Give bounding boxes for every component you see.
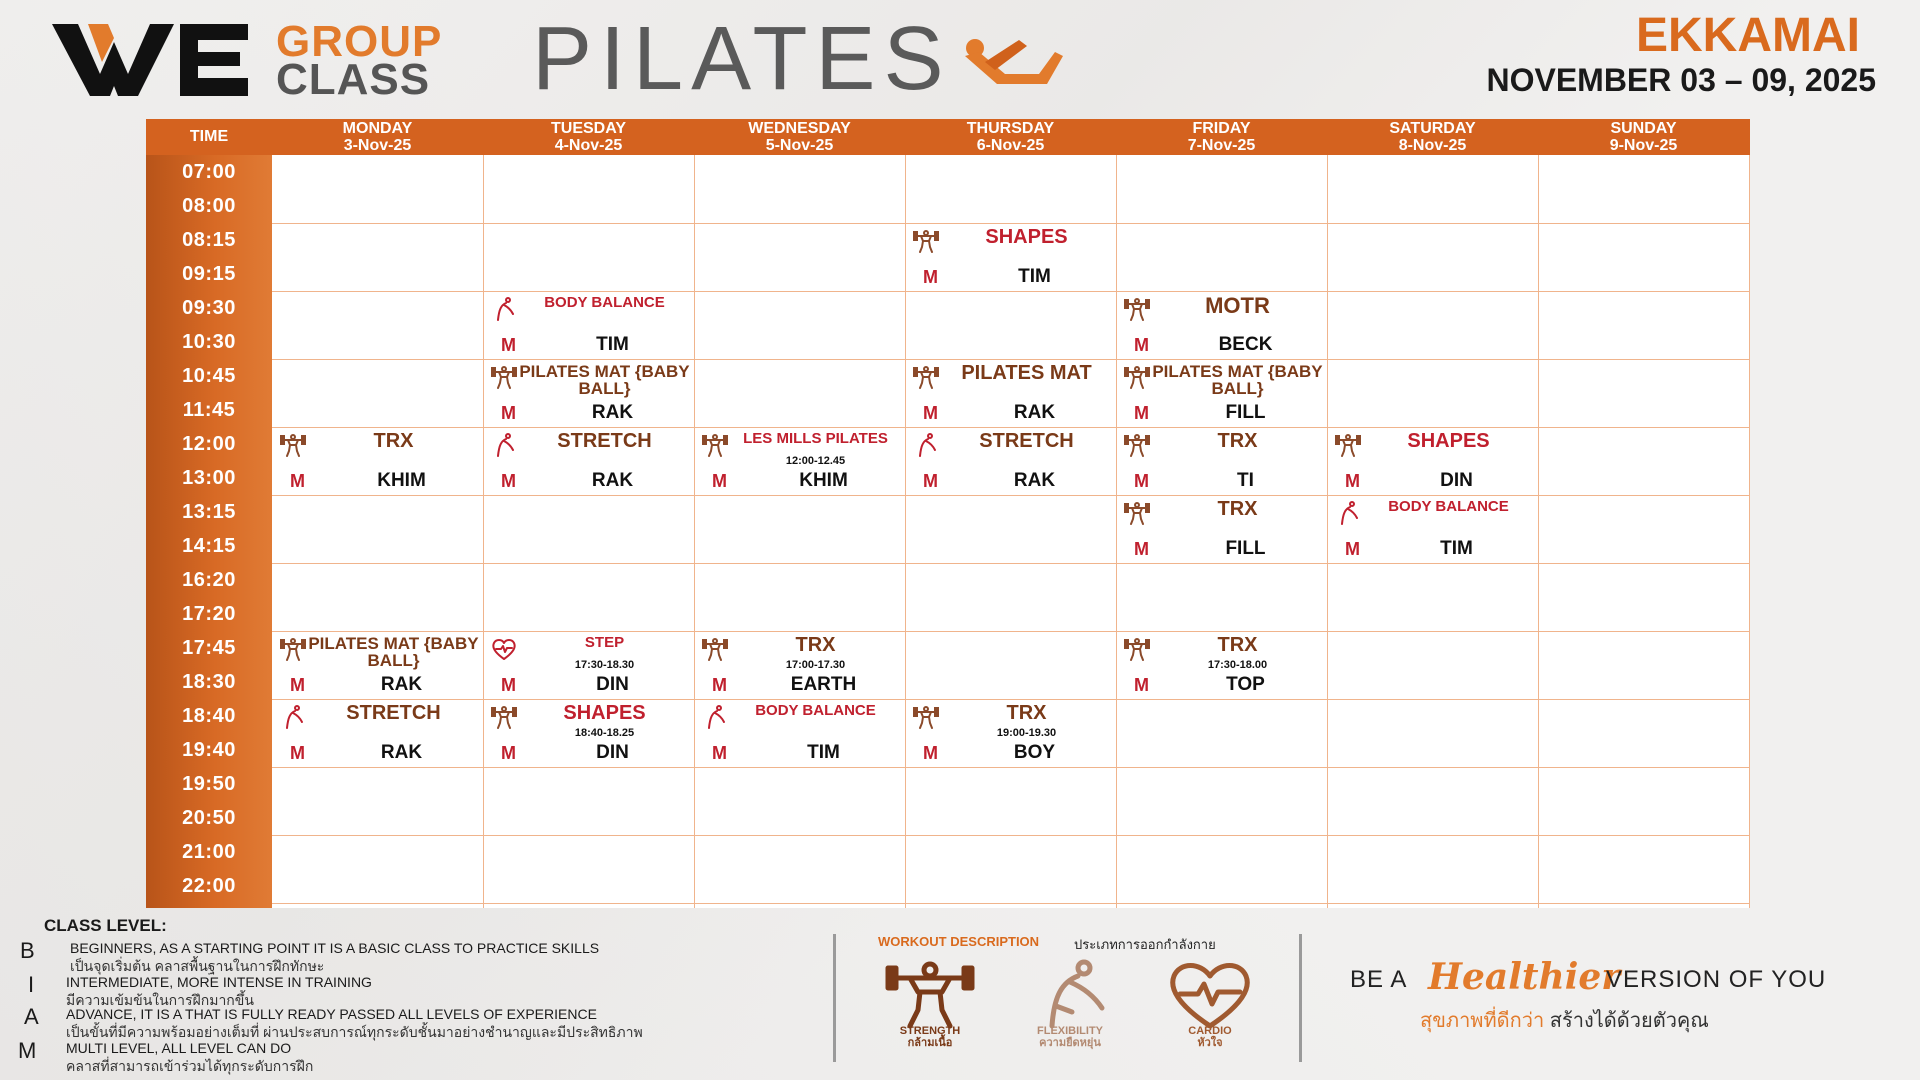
slot-start: 17:45 [182, 637, 236, 659]
class-name: PILATES MAT [961, 362, 1092, 384]
instructor-name: BOY [1013, 742, 1056, 763]
level-description-th: เป็นขั้นที่มีความพร้อมอย่างเต็มที่ ผ่านประสบการณ์ทุกระดับชั้นมาอย่างชำนาญและมีประสิทธิภาพ [66, 1024, 643, 1040]
day-date: 8-Nov-25 [1398, 137, 1467, 154]
level-description-th: เป็นจุดเริ่มต้น คลาสพื้นฐานในการฝึกทักษะ [70, 958, 325, 974]
row-divider [272, 767, 1750, 768]
day-name: FRIDAY [1192, 120, 1251, 137]
column-divider [1749, 155, 1750, 908]
class-cell[interactable] [483, 359, 694, 427]
slot-start: 07:00 [182, 161, 236, 183]
slot-end: 10:30 [182, 331, 236, 353]
level-description: ADVANCE, IT IS A THAT IS FULLY READY PASSED ALL LEVELS OF EXPERIENCE [66, 1006, 597, 1022]
instructor-name: TI [1237, 470, 1254, 491]
class-cell[interactable] [905, 427, 1116, 495]
day-header [694, 119, 905, 155]
day-name: TUESDAY [551, 120, 626, 137]
day-date: 6-Nov-25 [976, 137, 1045, 154]
instructor-name: TOP [1226, 674, 1265, 695]
class-name: TRX [1217, 430, 1258, 452]
strength-icon [913, 229, 939, 253]
level-description-th: คลาสที่สามารถเข้าร่วมได้ทุกระดับการฝึก [66, 1058, 314, 1074]
workout-label-th: หัวใจ [1197, 1036, 1223, 1049]
tagline-th-rest: สร้างได้ด้วยตัวคุณ [1544, 1010, 1709, 1032]
strength-icon [1124, 297, 1150, 321]
class-time-note: 12:00-12.45 [785, 455, 846, 467]
class-name: LES MILLS PILATES [743, 430, 888, 447]
instructor-name: TIM [1440, 538, 1473, 559]
strength-icon [1124, 433, 1150, 457]
class-cell[interactable] [483, 631, 694, 699]
tagline-th-highlight: สุขภาพที่ดีกว่า [1420, 1010, 1545, 1032]
week-range: NOVEMBER 03 – 09, 2025 [1486, 62, 1876, 98]
instructor-name: FILL [1225, 538, 1266, 559]
class-cell[interactable] [272, 631, 483, 699]
class-level: M [1134, 539, 1149, 559]
strength-icon [884, 956, 976, 1032]
time-slot [146, 563, 272, 631]
class-cell[interactable] [1116, 359, 1327, 427]
flexibility-icon [1335, 501, 1361, 525]
level-letter: A [24, 1004, 39, 1029]
workout-label-th: กล้ามเนื้อ [907, 1036, 953, 1049]
class-level: M [290, 471, 305, 491]
class-cell[interactable] [1116, 631, 1327, 699]
divider [833, 934, 836, 1062]
class-level: M [290, 675, 305, 695]
strength-icon [1124, 365, 1150, 389]
slot-start: 16:20 [182, 569, 236, 591]
workout-description-title: WORKOUT DESCRIPTION [878, 934, 1040, 949]
time-slot [146, 291, 272, 359]
slot-start: 13:15 [182, 501, 236, 523]
branch-name: EKKAMAI [1636, 9, 1860, 62]
class-cell[interactable] [1116, 427, 1327, 495]
strength-icon [280, 433, 306, 457]
class-cell[interactable] [905, 359, 1116, 427]
column-divider [1538, 155, 1539, 908]
strength-icon [491, 365, 517, 389]
slot-start: 09:30 [182, 297, 236, 319]
strength-icon [1124, 637, 1150, 661]
slot-start: 19:50 [182, 773, 236, 795]
day-date: 5-Nov-25 [765, 137, 834, 154]
class-cell[interactable] [694, 631, 905, 699]
instructor-name: KHIM [377, 470, 426, 491]
level-description-th: มีความเข้มข้นในการฝึกมากขึ้น [66, 992, 254, 1008]
class-time-note: 17:00-17.30 [785, 659, 846, 671]
level-letter: M [18, 1038, 37, 1063]
slot-start: 18:40 [182, 705, 236, 727]
instructor-name: KHIM [799, 470, 848, 491]
workout-label: CARDIO [1188, 1025, 1232, 1037]
strength-icon [280, 637, 306, 661]
tagline-suffix: VERSION OF YOU [1606, 966, 1827, 993]
slot-end: 22:00 [182, 875, 236, 897]
day-date: 4-Nov-25 [554, 137, 623, 154]
class-level: M [501, 471, 516, 491]
class-name: SHAPES [563, 702, 646, 724]
class-level: M [501, 403, 516, 423]
workout-label-th: ความยืดหยุ่น [1039, 1036, 1101, 1049]
class-cell[interactable] [483, 699, 694, 767]
strength-icon [491, 705, 517, 729]
class-cell[interactable] [1116, 291, 1327, 359]
day-header [483, 119, 694, 155]
level-description: MULTI LEVEL, ALL LEVEL CAN DO [66, 1040, 292, 1056]
class-name: TRX [1217, 634, 1258, 656]
instructor-name: RAK [591, 402, 634, 423]
class-name: TRX [373, 430, 414, 452]
slot-start: 21:00 [182, 841, 236, 863]
level-description: INTERMEDIATE, MORE INTENSE IN TRAINING [66, 974, 372, 990]
time-slot [146, 767, 272, 835]
pilates-figure-icon [935, 26, 1075, 98]
time-slot [146, 427, 272, 495]
slot-end: 09:15 [182, 263, 236, 285]
slot-start: 12:00 [182, 433, 236, 455]
class-name: TRX [1006, 702, 1047, 724]
instructor-name: BECK [1218, 334, 1273, 355]
slot-end: 11:45 [182, 399, 236, 421]
time-header: TIME [189, 128, 229, 145]
day-date: 3-Nov-25 [343, 137, 412, 154]
tagline-th [1420, 1004, 1709, 1036]
instructor-name: DIN [1440, 470, 1473, 491]
workout-label: STRENGTH [899, 1025, 961, 1037]
day-header [1116, 119, 1327, 155]
day-date: 9-Nov-25 [1609, 137, 1678, 154]
day-header [1538, 119, 1749, 155]
class-level: M [923, 471, 938, 491]
class-name: STRETCH [979, 430, 1074, 452]
flexibility-icon [702, 705, 728, 729]
class-name: BODY BALANCE [1388, 498, 1509, 515]
day-name: WEDNESDAY [748, 120, 851, 137]
class-cell[interactable] [483, 291, 694, 359]
strength-icon [1335, 433, 1361, 457]
class-level: M [290, 743, 305, 763]
class-level: M [1345, 539, 1360, 559]
flexibility-icon [1024, 956, 1116, 1032]
class-cell[interactable] [272, 427, 483, 495]
time-slot [146, 699, 272, 767]
strength-icon [913, 705, 939, 729]
page-title: PILATES [532, 9, 952, 109]
class-level: M [712, 471, 727, 491]
class-name: MOTR [1205, 293, 1270, 318]
strength-icon [913, 365, 939, 389]
instructor-name: TIM [807, 742, 840, 763]
flexibility-icon [913, 433, 939, 457]
cardio-icon [1164, 956, 1256, 1032]
day-header [272, 119, 483, 155]
time-slot [146, 223, 272, 291]
class-name: PILATES MAT {BABY BALL} [519, 362, 690, 398]
class-name: STEP [584, 634, 625, 651]
slot-end: 20:50 [182, 807, 236, 829]
divider [1299, 934, 1302, 1062]
cardio-icon [491, 637, 517, 661]
instructor-name: TIM [1018, 266, 1051, 287]
instructor-name: RAK [380, 674, 423, 695]
column-divider [483, 155, 484, 908]
slot-end: 14:15 [182, 535, 236, 557]
class-level: M [1134, 675, 1149, 695]
class-level: M [501, 675, 516, 695]
class-label: CLASS [276, 55, 431, 104]
flexibility-icon [491, 433, 517, 457]
flexibility-icon [491, 297, 517, 321]
class-name: SHAPES [985, 226, 1068, 248]
class-time-note: 17:30-18.00 [1207, 659, 1268, 671]
slot-end: 17:20 [182, 603, 236, 625]
time-slot [146, 495, 272, 563]
time-slot [146, 359, 272, 427]
strength-icon [702, 637, 728, 661]
instructor-name: RAK [380, 742, 423, 763]
column-divider [694, 155, 695, 908]
class-name: PILATES MAT {BABY BALL} [308, 634, 479, 670]
class-level: M [712, 675, 727, 695]
time-slot [146, 155, 272, 223]
class-name: STRETCH [346, 702, 441, 724]
class-level-title: CLASS LEVEL: [44, 916, 167, 935]
instructor-name: RAK [591, 470, 634, 491]
instructor-name: DIN [596, 742, 629, 763]
workout-description-title-th: ประเภทการออกกำลังกาย [1074, 937, 1216, 952]
class-cell[interactable] [272, 699, 483, 767]
class-cell[interactable] [905, 223, 1116, 291]
class-level: M [1345, 471, 1360, 491]
class-cell[interactable] [694, 699, 905, 767]
day-header [1327, 119, 1538, 155]
class-level: M [923, 743, 938, 763]
class-cell[interactable] [905, 699, 1116, 767]
instructor-name: RAK [1013, 402, 1056, 423]
class-cell[interactable] [1116, 495, 1327, 563]
class-level: M [923, 267, 938, 287]
level-letter: B [20, 938, 35, 963]
level-letter: I [28, 972, 35, 997]
row-divider [272, 563, 1750, 564]
class-cell[interactable] [1327, 427, 1538, 495]
class-level: M [712, 743, 727, 763]
slot-start: 08:15 [182, 229, 236, 251]
day-name: MONDAY [342, 120, 413, 137]
slot-end: 18:30 [182, 671, 236, 693]
level-description: BEGINNERS, AS A STARTING POINT IT IS A BASIC CLASS TO PRACTICE SKILLS [70, 940, 600, 956]
instructor-name: DIN [596, 674, 629, 695]
legend-area [0, 912, 1920, 1080]
workout-label: FLEXIBILITY [1037, 1025, 1103, 1037]
class-time-note: 19:00-19.30 [996, 727, 1057, 739]
class-level: M [1134, 403, 1149, 423]
class-cell[interactable] [1327, 495, 1538, 563]
class-name: PILATES MAT {BABY BALL} [1152, 362, 1323, 398]
slot-end: 08:00 [182, 195, 236, 217]
class-name: BODY BALANCE [755, 702, 876, 719]
we-logo-icon [52, 20, 252, 98]
class-name: SHAPES [1407, 430, 1490, 452]
class-level: M [1134, 335, 1149, 355]
row-divider [272, 835, 1750, 836]
class-name: TRX [1217, 498, 1258, 520]
day-name: SUNDAY [1610, 120, 1677, 137]
day-header [905, 119, 1116, 155]
class-level: M [923, 403, 938, 423]
instructor-name: RAK [1013, 470, 1056, 491]
class-level: M [501, 743, 516, 763]
class-cell[interactable] [694, 427, 905, 495]
page-header [0, 0, 1920, 120]
time-slot [146, 631, 272, 699]
strength-icon [702, 433, 728, 457]
slot-start: 10:45 [182, 365, 236, 387]
day-name: THURSDAY [966, 120, 1055, 137]
timetable [146, 119, 1750, 908]
tagline-prefix: BE A [1350, 966, 1408, 993]
class-name: BODY BALANCE [544, 294, 665, 311]
tagline-script: Healthier [1428, 956, 1621, 998]
class-name: TRX [795, 634, 836, 656]
group-label: GROUP [276, 17, 443, 66]
class-level: M [1134, 471, 1149, 491]
instructor-name: TIM [596, 334, 629, 355]
day-date: 7-Nov-25 [1187, 137, 1256, 154]
slot-end: 19:40 [182, 739, 236, 761]
strength-icon [1124, 501, 1150, 525]
slot-end: 13:00 [182, 467, 236, 489]
row-divider [272, 903, 1750, 904]
flexibility-icon [280, 705, 306, 729]
day-name: SATURDAY [1389, 120, 1476, 137]
class-time-note: 17:30-18.30 [574, 659, 635, 671]
class-level: M [501, 335, 516, 355]
instructor-name: FILL [1225, 402, 1266, 423]
time-slot [146, 835, 272, 903]
class-cell[interactable] [483, 427, 694, 495]
class-name: STRETCH [557, 430, 652, 452]
class-time-note: 18:40-18.25 [574, 727, 635, 739]
instructor-name: EARTH [790, 674, 857, 695]
